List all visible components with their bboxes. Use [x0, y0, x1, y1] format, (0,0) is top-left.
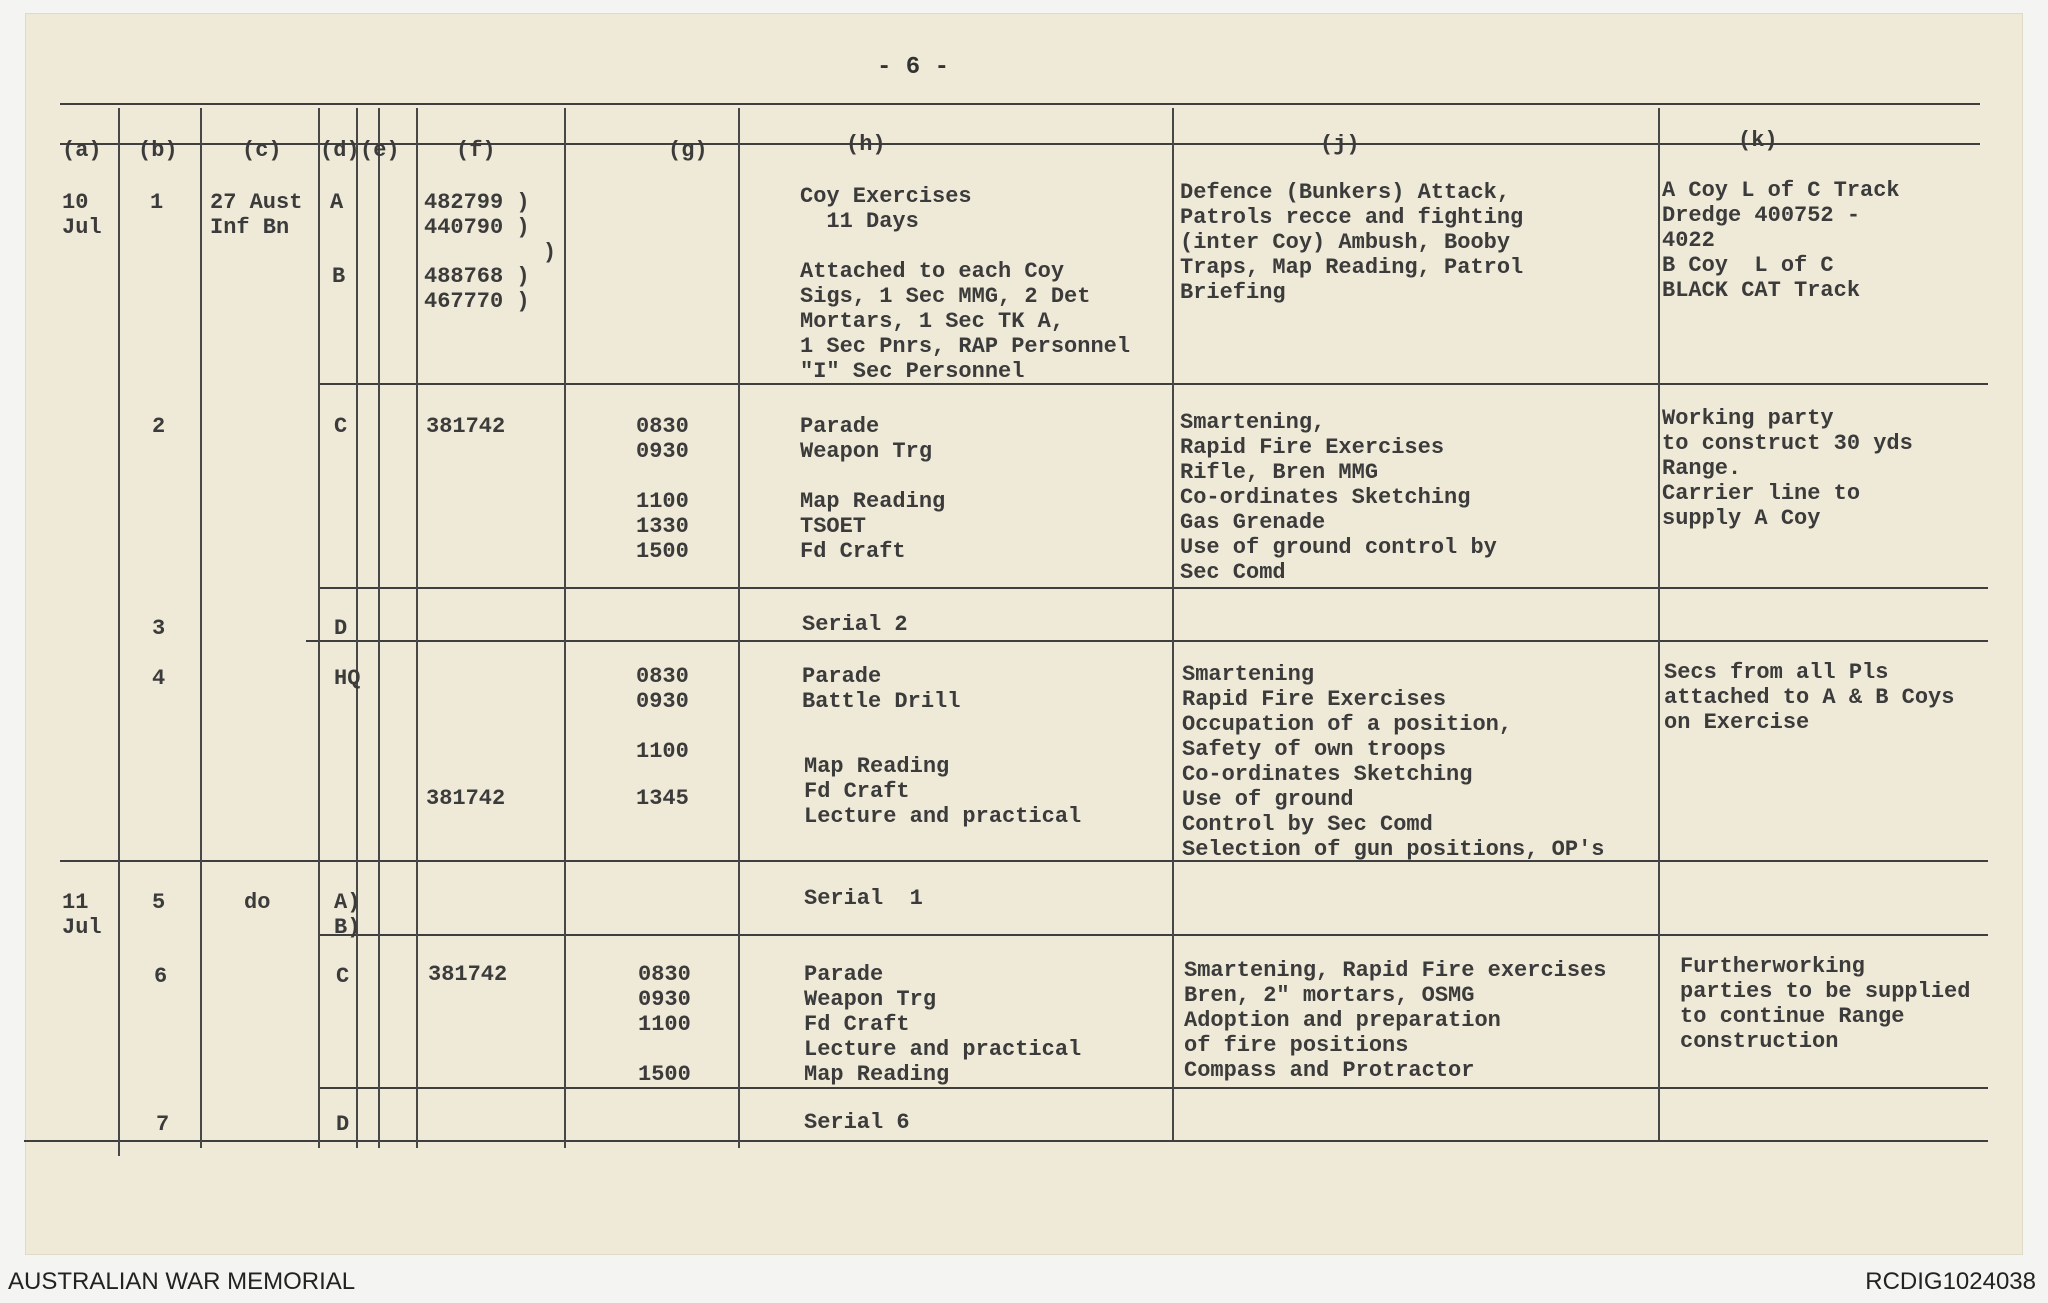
- header-h: (h): [846, 132, 886, 157]
- header-b: (b): [138, 138, 178, 163]
- header-a: (a): [62, 138, 102, 163]
- col-divider-ef: [378, 108, 380, 1148]
- col-divider-de: [356, 108, 358, 1148]
- row1-officers-a: 482799 ) 440790 ) ): [424, 190, 557, 265]
- row4-times-a: 0830 0930 1100: [636, 664, 689, 764]
- col-divider-hj: [1172, 108, 1174, 1140]
- row5-coy: A) B): [334, 890, 361, 940]
- row4-serial: 4: [152, 666, 166, 691]
- rule-row2: [318, 587, 1988, 589]
- rule-row6: [318, 1087, 1988, 1089]
- header-g: (g): [668, 138, 708, 163]
- row7-coy: D: [336, 1112, 350, 1137]
- header-d: (d): [320, 138, 360, 163]
- row4-officer: 381742: [426, 786, 506, 811]
- col-divider-cd: [318, 108, 320, 1148]
- row2-detail: Smartening, Rapid Fire Exercises Rifle, Bren MMG Co-ordinates Sketching Gas Grenade Use of ground control by Sec Comd: [1180, 410, 1497, 585]
- col-divider-gh: [738, 108, 740, 1148]
- rule-top: [60, 103, 1980, 105]
- row4-coy: HQ: [334, 666, 361, 691]
- header-j: (j): [1320, 132, 1360, 157]
- row6-remarks: Furtherworking parties to be supplied to continue Range construction: [1680, 954, 1971, 1054]
- row2-serial: 2: [152, 414, 166, 439]
- row2-officer: 381742: [426, 414, 506, 439]
- row6-activity: Parade Weapon Trg Fd Craft Lecture and practical Map Reading: [804, 962, 1082, 1087]
- row3-serial: 3: [152, 616, 166, 641]
- row1-activity: Coy Exercises 11 Days Attached to each Coy Sigs, 1 Sec MMG, 2 Det Mortars, 1 Sec TK A, 1 Sec Pnrs, RAP Personnel "I" Sec Personnel: [800, 184, 1131, 384]
- row6-times: 0830 0930 1100 1500: [638, 962, 691, 1087]
- page-number: - 6 -: [877, 54, 950, 81]
- row4-time-b: 1345: [636, 786, 689, 811]
- row4-activity-b: Map Reading Fd Craft Lecture and practical: [804, 754, 1082, 829]
- header-c: (c): [242, 138, 282, 163]
- row2-activity: Parade Weapon Trg Map Reading TSOET Fd Craft: [800, 414, 946, 564]
- row1-detail: Defence (Bunkers) Attack, Patrols recce and fighting (inter Coy) Ambush, Booby Traps, Map Reading, Patrol Briefing: [1180, 180, 1524, 305]
- rule-row1: [318, 383, 1988, 385]
- row2-coy: C: [334, 414, 348, 439]
- row6-coy: C: [336, 964, 350, 989]
- row4-detail: Smartening Rapid Fire Exercises Occupation of a position, Safety of own troops Co-ordinates Sketching Use of ground Control by Sec Comd Selection of gun positions, OP's: [1182, 662, 1605, 862]
- header-k: (k): [1738, 128, 1778, 153]
- col-divider-fg: [564, 108, 566, 1148]
- row5-date: 11 Jul: [62, 890, 102, 940]
- row4-activity-a: Parade Battle Drill: [802, 664, 961, 714]
- header-e: (e): [360, 138, 400, 163]
- footer-source: AUSTRALIAN WAR MEMORIAL: [8, 1268, 356, 1295]
- row4-remarks: Secs from all Pls attached to A & B Coys on Exercise: [1664, 660, 1955, 735]
- row3-coy: D: [334, 616, 348, 641]
- row5-serial: 5: [152, 890, 166, 915]
- rule-row3: [306, 640, 1988, 642]
- row1-serial: 1: [150, 190, 164, 215]
- row2-times: 0830 0930 1100 1330 1500: [636, 414, 689, 564]
- row7-serial: 7: [156, 1112, 170, 1137]
- row1-coy-a: A: [330, 190, 344, 215]
- col-divider-bc: [200, 108, 202, 1148]
- footer-identifier: RCDIG1024038: [1865, 1268, 2036, 1295]
- row6-detail: Smartening, Rapid Fire exercises Bren, 2" mortars, OSMG Adoption and preparation of fire positions Compass and Protractor: [1184, 958, 1607, 1083]
- row7-activity: Serial 6: [804, 1110, 910, 1135]
- col-divider-f-inner: [416, 108, 418, 1148]
- row1-officers-b: 488768 ) 467770 ): [424, 264, 530, 314]
- row5-unit: do: [244, 890, 271, 915]
- header-f: (f): [456, 138, 496, 163]
- row1-date: 10 Jul: [62, 190, 102, 240]
- row5-activity: Serial 1: [804, 886, 923, 911]
- col-divider-ab: [118, 108, 120, 1156]
- row1-coy-b: B: [332, 264, 346, 289]
- row2-remarks: Working party to construct 30 yds Range. Carrier line to supply A Coy: [1662, 406, 1913, 531]
- row6-serial: 6: [154, 964, 168, 989]
- rule-row5: [318, 934, 1988, 936]
- col-divider-jk: [1658, 108, 1660, 1140]
- row6-officer: 381742: [428, 962, 508, 987]
- row3-activity: Serial 2: [802, 612, 908, 637]
- row1-unit: 27 Aust Inf Bn: [210, 190, 303, 240]
- row1-remarks: A Coy L of C Track Dredge 400752 - 4022 B Coy L of C BLACK CAT Track: [1662, 178, 1900, 303]
- rule-row4: [60, 860, 1988, 862]
